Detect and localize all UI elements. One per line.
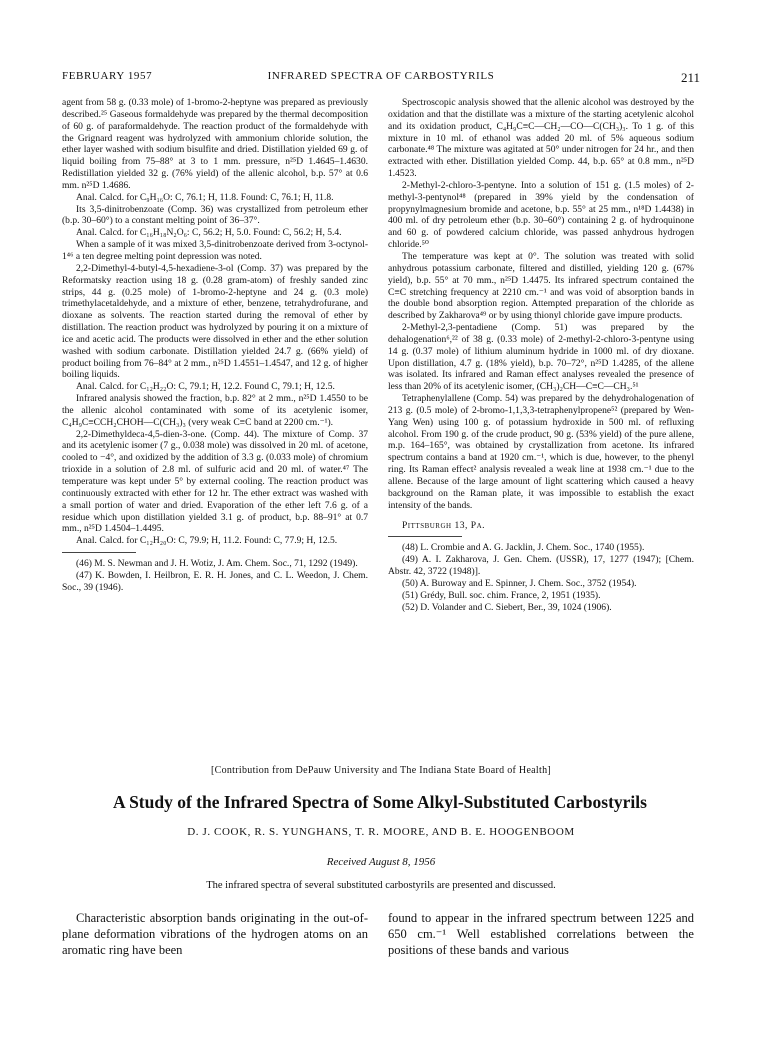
article-body-left [62, 910, 368, 958]
footnote: (51) Grédy, Bull. soc. chim. France, 2, 1951 (1935). [402, 589, 601, 601]
paragraph: 2,2-Dimethyl-4-butyl-4,5-hexadiene-3-ol (Comp. 37) was prepared by the Reformatsky reaction using 18 g. (0.28 gram-atom) of freshly sanded zinc strips, 44 g. (0.25 mole) of 1-bromo-2-heptyne and 24 g. (0.3 mole) trimethylacetaldehyde, and a mixture of ether, benzene, tetrahydrofurane, and dioxane as solvents. The reaction started during the removal of ether by distillation. The reaction product was hydrolyzed by pouring it on a mixture of ice and acetic acid. The products were dissolved in ether and the ether solution washed with sodium carbonate. Distillation yielded 24.7 g. (66% yield) of product boiling from 76–84° at 2 mm., n²⁵D 1.4551–1.4547, and 12 g. of higher boiling liquids. [62, 262, 368, 381]
place-line: Pittsburgh 13, Pa. [402, 519, 486, 531]
footnote-divider [388, 536, 462, 537]
contribution-line: [Contribution from DePauw University and The Indiana State Board of Health] [210, 765, 552, 776]
paragraph: The temperature was kept at 0°. The solution was treated with solid anhydrous potassium carbonate, filtered and distilled, yielding 120 g. (67% yield), b.p. 55° at 70 mm., n²⁵D 1.4475. Its infrared spectrum contained the C≡C stretching frequency at 2210 cm.⁻¹ and was void of absorption bands in the double bond absorption region. Attempted preparation of the chloride as described by Zakharova⁴⁹ or by using thionyl chloride gave impure products. [388, 250, 694, 322]
header-date: FEBRUARY 1957 [62, 70, 153, 82]
footnote: (47) K. Bowden, I. Heilbron, E. R. H. Jones, and C. L. Weedon, J. Chem. Soc., 39 (1946). [62, 569, 368, 593]
paragraph: Anal. Calcd. for C₁₆H₁₈N₂O₆: C, 56.2; H, 5.0. Found: C, 56.2; H, 5.4. [76, 227, 342, 239]
paragraph: Anal. Calcd. for C₁₂H₂₂O: C, 79.1; H, 12.2. Found C, 79.1; H, 12.5. [76, 381, 335, 393]
paragraph: Infrared analysis showed the fraction, b.p. 82° at 2 mm., n²⁵D 1.4550 to be the allenic alcohol contaminated with some of its acetylenic isomer, C₄H₉C≡CCH₂CHOH—C(CH₃)₃ (very weak C≡C band at 2200 cm.⁻¹). [62, 393, 368, 428]
paragraph: 2-Methyl-2,3-pentadiene (Comp. 51) was prepared by the dehalogenation⁶,²² of 38 g. (0.33 mole) of 2-methyl-2-chloro-3-pentyne using 14 g. (0.37 mole) of lithium aluminum hydride in 1000 ml. of dry dioxane. Upon distillation, 4.7 g. (18% yield), b.p. 70–72°, n²⁵D 1.4285, of the allene was isolated. Its infrared and Raman effect analyses revealed the presence of less than 20% of its acetylenic isomer, (CH₃)₂CH—C≡C—CH₃.⁵¹ [388, 322, 694, 393]
paragraph: 2-Methyl-2-chloro-3-pentyne. Into a solution of 151 g. (1.5 moles) of 2-methyl-3-pentynol⁴⁸ (prepared in 39% yield by the condensation of propynylmagnesium bromide and acetone, b.p. 55° at 25 mm., n¹⁸D 1.4438) in 400 ml. of dry petroleum ether (b.p. 30–60°) containing 2 g. of hydroquinone and 60 g. of powdered calcium chloride, was passed anhydrous hydrogen chloride.⁵⁰ [388, 179, 694, 251]
paragraph: Spectroscopic analysis showed that the allenic alcohol was destroyed by the oxidation and that the distillate was a mixture of the starting acetylenic alcohol and its oxidation product, C₄H₉C≡C—CH₂—CO—C(CH₃)₃. To 1 g. of this mixture in 10 ml. of ethanol was added 20 ml. of 5% aqueous sodium carbonate.⁴⁸ The mixture was agitated at 50° under nitrogen for 24 hr., and then extracted with ether. Distillation yielded Comp. 44, b.p. 65° at 0.8 mm., n²⁵D 1.4523. [388, 97, 694, 180]
paragraph: Anal. Calcd. for C₉H₁₆O: C, 76.1; H, 11.8. Found: C, 76.1; H, 11.8. [76, 191, 334, 203]
received-date: Received August 8, 1956 [326, 856, 436, 868]
paragraph: Its 3,5-dinitrobenzoate (Comp. 36) was crystallized from petroleum ether (b.p. 30–60°) to a constant melting point of 36–37°. [62, 203, 368, 227]
footnote-divider [62, 552, 136, 553]
paragraph: agent from 58 g. (0.33 mole) of 1-bromo-2-heptyne was prepared as previously described.²⁵ Gaseous formaldehyde was prepared by the thermal decomposition of 60 g. of paraformaldehyde. The reaction product of the formaldehyde with the Grignard reagent was hydrolyzed with ammonium chloride solution, the ether layer washed with sodium bisulfite and dried. Distillation yielded 69 g. of liquid boiling from 75–88° at 3 to 1 mm. pressure, n²⁵D 1.4645–1.4630. Redistillation yielded 32 g. (76% yield) of the allenic alcohol, b.p. 57° at 0.6 mm. n²⁵D 1.4686. [62, 97, 368, 191]
paragraph: Tetraphenylallene (Comp. 54) was prepared by the dehydrohalogenation of 213 g. (0.5 mole) of 2-bromo-1,1,3,3-tetraphenylpropene⁵² (prepared by Wen-Yang Wen) using 100 g. of potassium hydroxide in 500 ml. of refluxing alcohol. From 190 g. of the crude product, 90 g. (53% yield) of the pure allene, m.p. 164–165°, was obtained by crystallization from acetone. Its infrared spectrum contains a band at 1920 cm.⁻¹, which is due, however, to the phenyl ring. Its Raman effect² analysis revealed a weak line at 1938 cm.⁻¹ due to the allene. Because of the large amount of light scattering which caused a heavy background on the Raman plate, it was impossible to establish the exact intensity of the bands. [388, 393, 694, 511]
left-column [62, 97, 368, 594]
abstract: The infrared spectra of several substituted carbostyrils are presented and discussed. [206, 880, 556, 891]
left-footnotes [62, 558, 368, 594]
right-column [388, 97, 694, 613]
article-body-right [388, 910, 694, 958]
paragraph: Characteristic absorption bands originating in the out-of-plane deformation vibrations of the hydrogen atoms on an aromatic ring have been [62, 911, 368, 957]
author-list: D. J. COOK, R. S. YUNGHANS, T. R. MOORE, AND B. E. HOOGENBOOM [187, 826, 575, 838]
footnote: (48) L. Crombie and A. G. Jacklin, J. Chem. Soc., 1740 (1955). [402, 542, 645, 554]
footnote: (52) D. Volander and C. Siebert, Ber., 39, 1024 (1906). [402, 601, 612, 613]
paragraph: 2,2-Dimethyldeca-4,5-dien-3-one. (Comp. 44). The mixture of Comp. 37 and its acetylenic isomer (7 g., 0.038 mole) was dissolved in 20 ml. of acetone, cooled to −4°, and oxidized by the addition of 3.3 g. (0.033 mole) of chromium trioxide in a solution of 2.8 ml. of sulfuric acid and 20 ml. of water.⁴⁷ The temperature was kept under 5° by external cooling. The reaction product was continuously extracted with ether for 12 hr. The ether extract was washed with a small portion of water and dried. Evaporation of the ether left 7.6 g. of a residue which upon distillation yielded 3.1 g. of product, b.p. 88–91° at 0.7 mm., n²⁵D 1.4504–1.4495. [62, 428, 368, 535]
footnote: (50) A. Buroway and E. Spinner, J. Chem. Soc., 3752 (1954). [402, 577, 637, 589]
paragraph: found to appear in the infrared spectrum between 1225 and 650 cm.⁻¹ Well established correlations between the positions of these bands and various [388, 911, 694, 957]
paragraph: When a sample of it was mixed 3,5-dinitrobenzoate derived from 3-octynol-1⁴⁶ a ten degree melting point depression was noted. [62, 239, 368, 262]
page-number: 211 [680, 70, 700, 85]
right-footnotes [388, 542, 694, 613]
header-title: INFRARED SPECTRA OF CARBOSTYRILS [267, 70, 495, 82]
footnote: (49) A. I. Zakharova, J. Gen. Chem. (USSR), 17, 1277 (1947); [Chem. Abstr. 42, 3722 (1948)]. [388, 554, 694, 578]
footnote: (46) M. S. Newman and J. H. Wotiz, J. Am. Chem. Soc., 71, 1292 (1949). [76, 558, 358, 570]
article-title: A Study of the Infrared Spectra of Some Alkyl-Substituted Carbostyrils [113, 792, 647, 812]
running-header [62, 70, 700, 86]
paragraph: Anal. Calcd. for C₁₂H₂₀O: C, 79.9; H, 11.2. Found: C, 77.9; H, 12.5. [76, 535, 338, 547]
